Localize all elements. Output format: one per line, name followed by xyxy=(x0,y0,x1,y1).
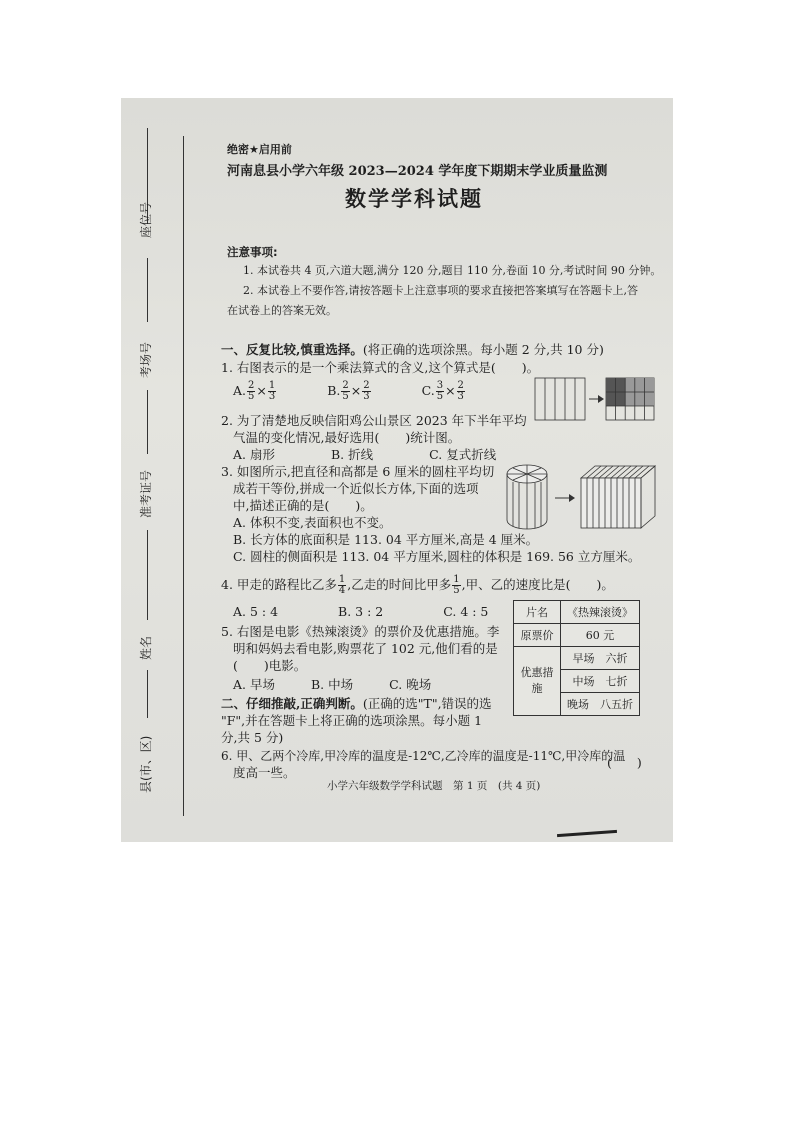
section2-line3: 分,共 5 分) xyxy=(221,730,284,745)
q1-left-rect xyxy=(535,378,585,420)
q4-option-a: A. 5 : 4 xyxy=(233,604,279,619)
q1-right-rect xyxy=(606,378,654,420)
q4-option-c: C. 4 : 5 xyxy=(443,604,489,619)
q5-option-c: C. 晚场 xyxy=(389,677,432,692)
q1-option-b: B. $\frac{2}{5}$ × $\frac{2}{3}$ xyxy=(327,380,370,402)
binding-line xyxy=(183,136,184,816)
note-2-line1: 2. 本试卷上不要作答,请按答题卡上注意事项的要求直接把答案填写在答题卡上,答 xyxy=(243,284,638,297)
note-2-line2: 在试卷上的答案无效。 xyxy=(227,304,337,317)
q1-arrow xyxy=(589,395,604,403)
q4-stem: 4. 甲走的路程比乙多 $\frac{1}{4}$ ,乙走的时间比甲多 $\frac{1}{5}$ ,甲、乙的速度比是( )。 xyxy=(221,574,614,596)
q3-arrow xyxy=(555,494,575,502)
table-row: 中场 七折 xyxy=(561,670,640,693)
section1-heading: 一、反复比较,慎重选择。(将正确的选项涂黑。每小题 2 分,共 10 分) xyxy=(221,342,604,357)
main-title: 数学学科试题 xyxy=(345,186,483,211)
table-film-title: 《热辣滚烫》 xyxy=(561,601,640,624)
exam-title-line: 河南息县小学六年级 2023—2024 学年度下期期末学业质量监测 xyxy=(227,164,608,179)
q3-option-b: B. 长方体的底面积是 113. 04 平方厘米,高是 4 厘米。 xyxy=(233,532,539,547)
q6-answer-paren: ( ) xyxy=(607,755,642,770)
q4-options xyxy=(233,604,488,620)
q3-option-a: A. 体积不变,表面积也不变。 xyxy=(233,515,392,530)
q1-option-a: A. $\frac{2}{5}$ × $\frac{1}{3}$ xyxy=(233,380,276,402)
table-row: 晚场 八五折 xyxy=(561,693,640,716)
q6-line2: 度高一些。 xyxy=(233,765,296,780)
q3-cuboid xyxy=(581,466,655,528)
exam-paper-photo xyxy=(121,98,673,842)
table-discount-label: 优惠措施 xyxy=(514,647,561,716)
ticket-price-table xyxy=(513,600,640,716)
name-blank-line xyxy=(147,530,148,620)
q1-stem: 1. 右图表示的是一个乘法算式的含义,这个算式是( )。 xyxy=(221,360,540,375)
notes-heading: 注意事项: xyxy=(227,245,278,259)
table-price-label: 原票价 xyxy=(514,624,561,647)
q3-cylinder xyxy=(507,465,547,529)
page-footer: 小学六年级数学学科试题 第 1 页 (共 4 页) xyxy=(327,780,541,792)
section2-line2: "F",并在答题卡上将正确的选项涂黑。每小题 1 xyxy=(221,713,483,728)
table-row: 早场 六折 xyxy=(561,647,640,670)
q6-line1: 6. 甲、乙两个冷库,甲冷库的温度是-12℃,乙冷库的温度是-11℃,甲冷库的温 xyxy=(221,749,626,763)
table-price-value: 60 元 xyxy=(561,624,640,647)
ticket-blank-line xyxy=(147,390,148,454)
q5-option-a: A. 早场 xyxy=(233,677,275,692)
room-blank-line xyxy=(147,258,148,322)
q3-line3: 中,描述正确的是( )。 xyxy=(233,498,373,513)
q2-option-a: A. 扇形 xyxy=(233,447,275,462)
q3-line1: 3. 如图所示,把直径和高都是 6 厘米的圆柱平均切 xyxy=(221,464,495,479)
secret-mark: 绝密★启用前 xyxy=(227,143,292,156)
q2-options xyxy=(233,447,496,463)
county-blank-line xyxy=(147,670,148,718)
table-header-name: 片名 xyxy=(514,601,561,624)
q5-line3: ( )电影。 xyxy=(233,658,307,673)
name-label: 姓名 xyxy=(139,635,153,660)
county-label: 县(市、区) xyxy=(139,735,153,793)
q4-option-b: B. 3 : 2 xyxy=(338,604,384,619)
q3-option-c: C. 圆柱的侧面积是 113. 04 平方厘米,圆柱的体积是 169. 56 立方厘米。 xyxy=(233,549,641,564)
room-label: 考场号 xyxy=(139,341,153,378)
q3-line2: 成若干等份,拼成一个近似长方体,下面的选项 xyxy=(233,481,479,496)
note-1: 1. 本试卷共 4 页,六道大题,满分 120 分,题目 110 分,卷面 10 分,考试时间 90 分钟。 xyxy=(243,264,662,277)
seat-label: 座位号 xyxy=(139,201,153,238)
q2-option-c: C. 复式折线 xyxy=(429,447,497,462)
q2-line2: 气温的变化情况,最好选用( )统计图。 xyxy=(233,430,461,445)
q5-option-b: B. 中场 xyxy=(310,677,354,692)
q1-option-c: C. $\frac{3}{5}$ × $\frac{2}{3}$ xyxy=(421,380,464,402)
q3-cylinder-figure xyxy=(505,462,657,532)
q5-options xyxy=(233,677,431,693)
q5-line2: 明和妈妈去看电影,购票花了 102 元,他们看的是 xyxy=(233,641,498,656)
q2-line1: 2. 为了清楚地反映信阳鸡公山景区 2023 年下半年平均 xyxy=(221,413,527,428)
q5-line1: 5. 右图是电影《热辣滚烫》的票价及优惠措施。李 xyxy=(221,624,500,639)
shadow-mark xyxy=(557,830,617,837)
q2-option-b: B. 折线 xyxy=(330,447,374,462)
ticket-label: 准考证号 xyxy=(139,469,153,518)
section2-line1: 二、仔细推敲,正确判断。(正确的选"T",错误的选 xyxy=(221,696,492,711)
q1-options xyxy=(233,380,466,402)
q1-fraction-figure xyxy=(534,377,656,421)
